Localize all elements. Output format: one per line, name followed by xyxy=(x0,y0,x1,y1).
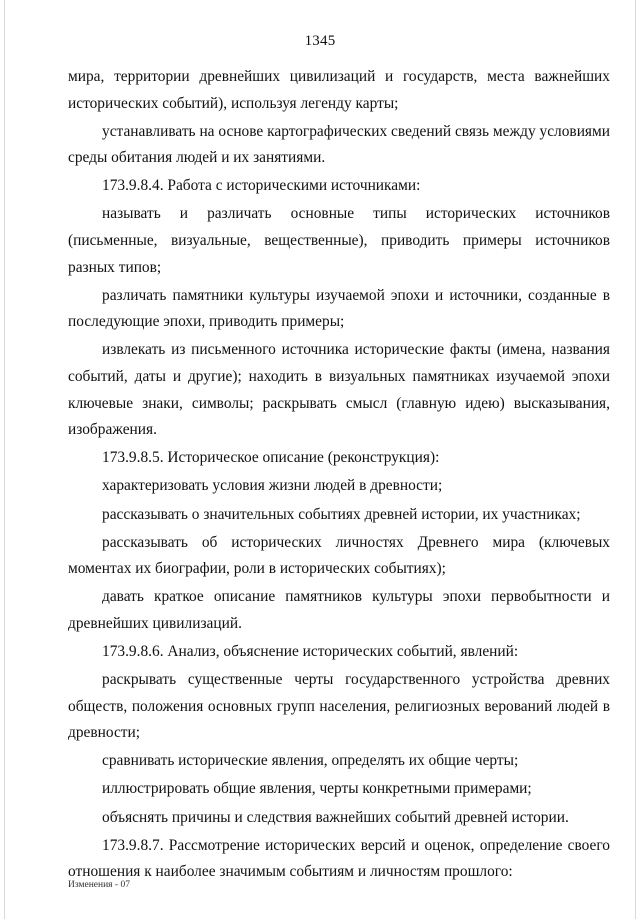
section-heading: 173.9.8.7. Рассмотрение исторических версий и оценок, определение своего отношения к наиболее значимым событиям и личностям прошлого: xyxy=(68,836,610,881)
paragraph: называть и различать основные типы исторических источников (письменные, визуальные, вещественные), приводить примеры источников разных типов; xyxy=(68,205,610,276)
paragraph: мира, территории древнейших цивилизаций и государств, места важнейших исторических событий), используя легенду карты; xyxy=(68,68,610,112)
document-body xyxy=(68,64,610,887)
paragraph: извлекать из письменного источника исторические факты (имена, названия событий, даты и другие); находить в визуальных памятниках изучаемой эпохи ключевые знаки, символы; раскрывать смысл (главную идею) высказывания, изображения. xyxy=(68,341,610,439)
section-heading: 173.9.8.6. Анализ, объяснение исторических событий, явлений: xyxy=(102,642,519,660)
paragraph: раскрывать существенные черты государственного устройства древних обществ, положения основных групп населения, религиозных верований людей в древности; xyxy=(68,671,610,742)
paragraph: объяснять причины и следствия важнейших событий древней истории. xyxy=(102,808,569,826)
paragraph: рассказывать об исторических личностях Древнего мира (ключевых моментах их биографии, роли в исторических событиях); xyxy=(68,533,610,578)
paragraph: иллюстрировать общие явления, черты конкретными примерами; xyxy=(102,780,532,798)
paragraph: давать краткое описание памятников культуры эпохи первобытности и древнейших цивилизаций. xyxy=(68,588,610,632)
page-number: 1345 xyxy=(304,33,336,49)
paragraph: сравнивать исторические явления, определять их общие черты; xyxy=(102,752,519,770)
paragraph: характеризовать условия жизни людей в древности; xyxy=(102,477,443,495)
footer-note: Изменения - 07 xyxy=(68,880,130,890)
section-heading: 173.9.8.4. Работа с историческими источниками: xyxy=(102,177,421,195)
paragraph: различать памятники культуры изучаемой эпохи и источники, созданные в последующие эпохи, приводить примеры; xyxy=(68,286,610,331)
paragraph: рассказывать о значительных событиях древней истории, их участниках; xyxy=(102,505,581,523)
section-heading: 173.9.8.5. Историческое описание (реконструкция): xyxy=(102,449,440,467)
paragraph: устанавливать на основе картографических сведений связь между условиями среды обитания людей и их занятиями. xyxy=(68,122,610,167)
